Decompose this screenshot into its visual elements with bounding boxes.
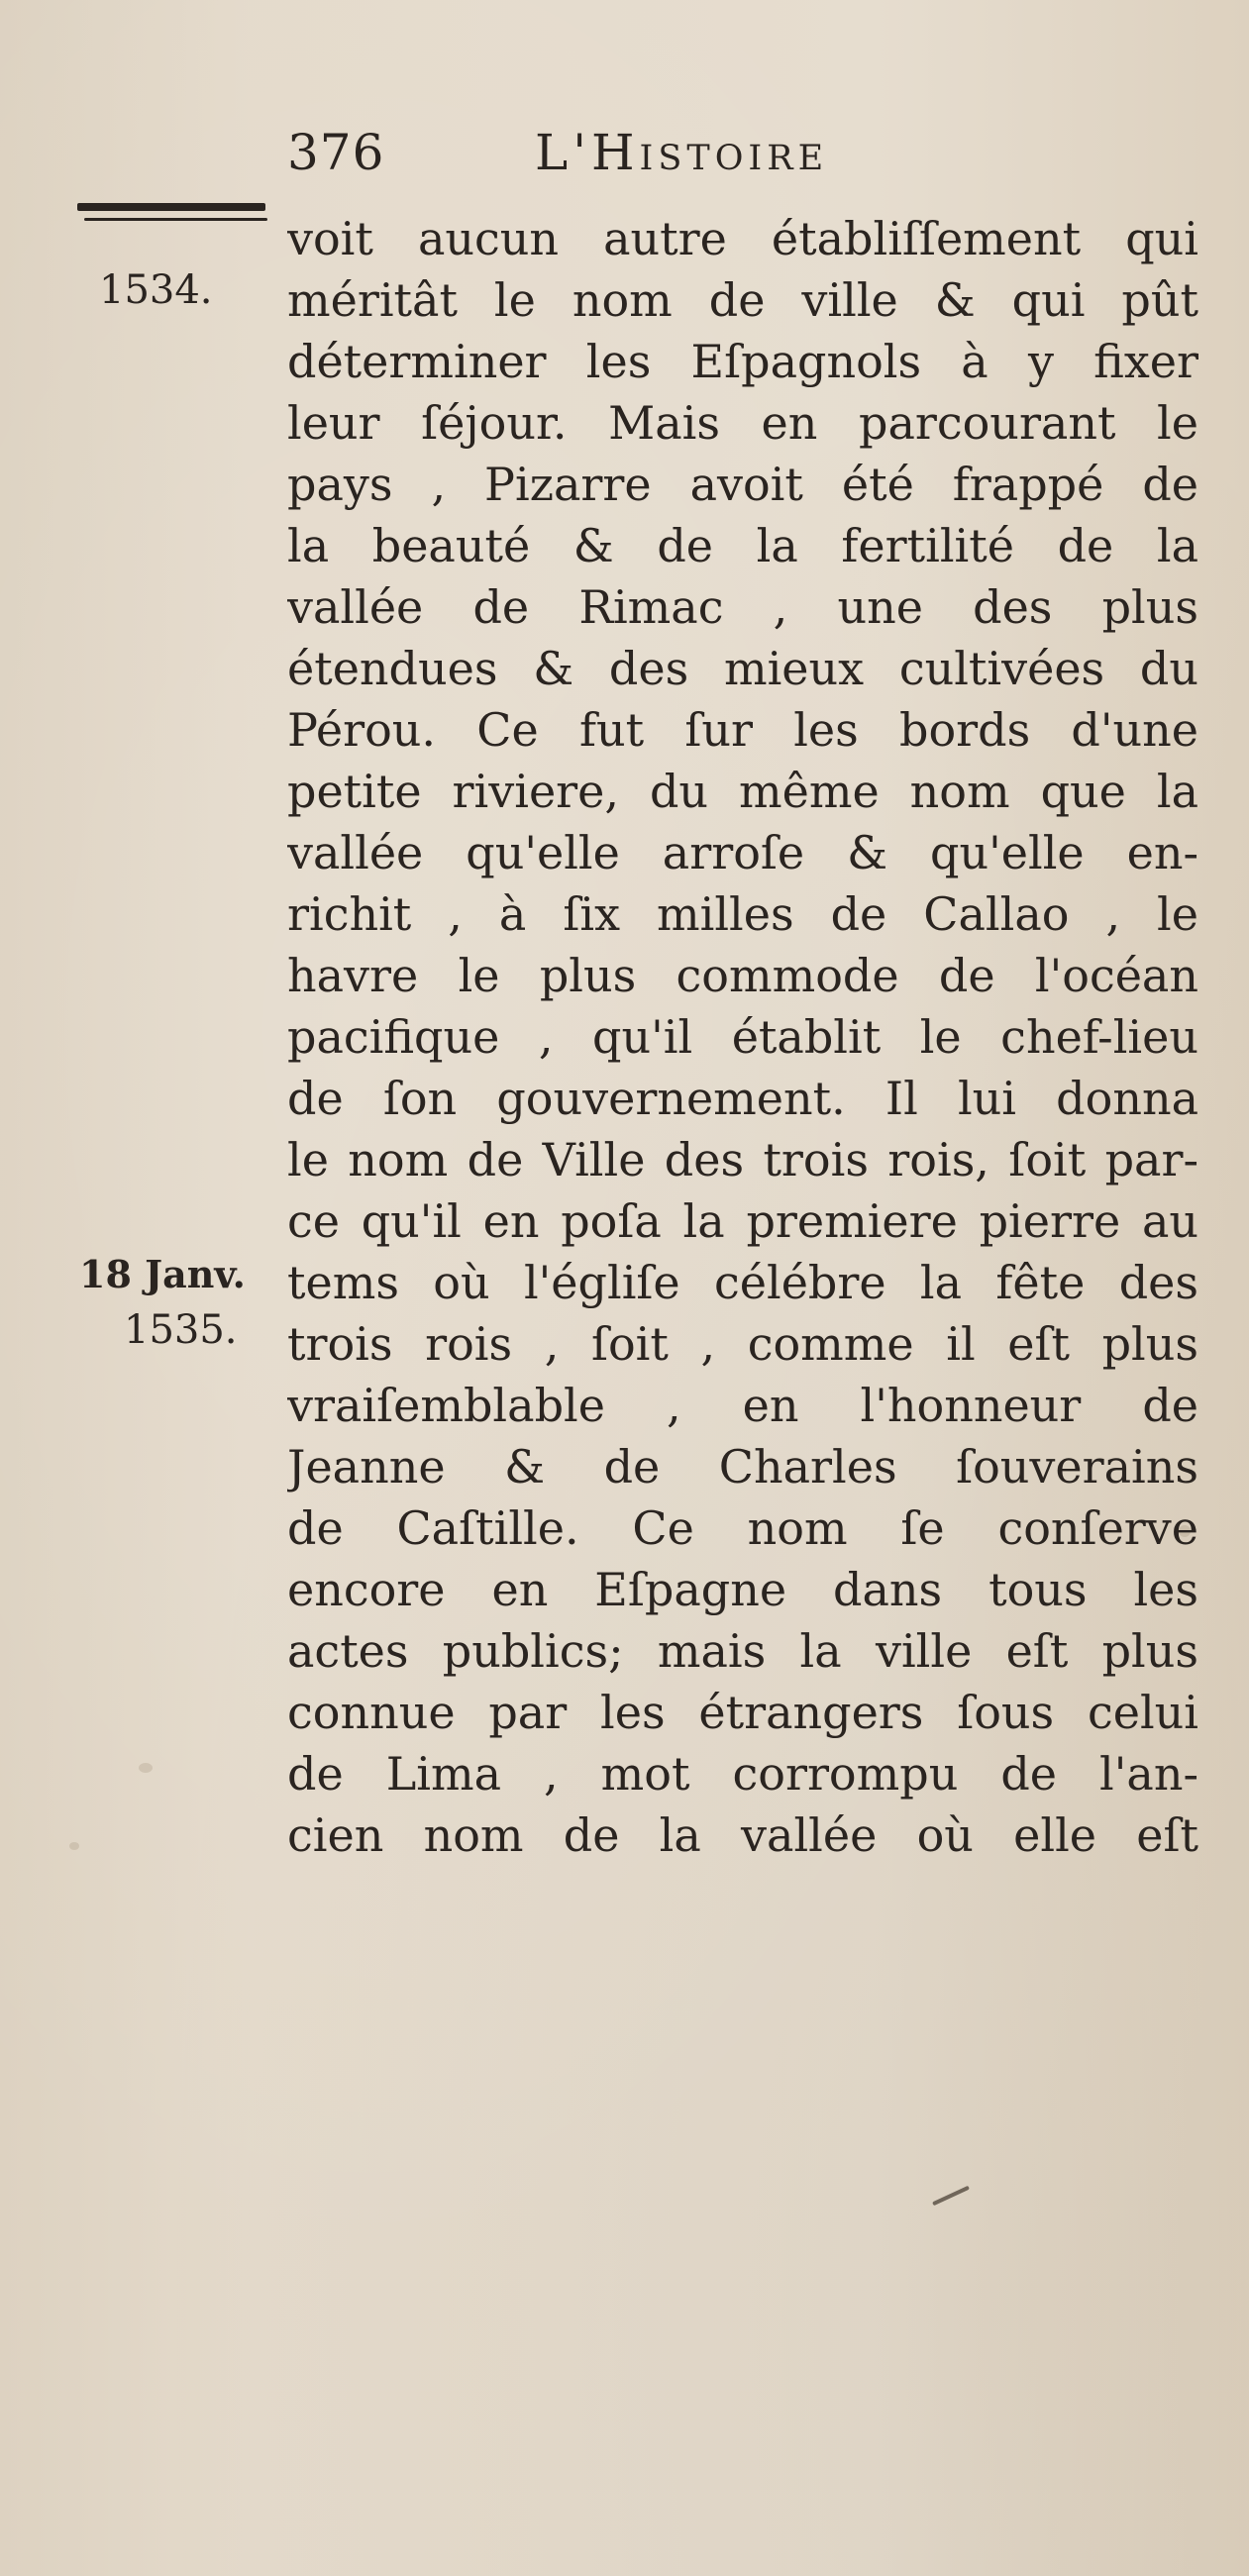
text-line: de Lima , mot corrompu de l'an- [287, 1747, 1198, 1801]
text-line: petite riviere, du même nom que la [287, 765, 1198, 818]
text-line: voit aucun autre établiſſement qui [287, 212, 1198, 265]
body-text [287, 208, 1198, 1866]
page-header [287, 124, 1040, 193]
text-line: richit , à ſix milles de Callao , le [287, 887, 1198, 941]
running-title: L'Histoire [535, 124, 829, 181]
text-line: méritât le nom de ville & qui pût [287, 273, 1198, 327]
text-line: actes publics; mais la ville eſt plus [287, 1624, 1198, 1678]
text-line: connue par les étrangers ſous celui [287, 1686, 1198, 1739]
text-line: pays , Pizarre avoit été frappé de [287, 458, 1198, 511]
text-line: de Caſtille. Ce nom ſe conſerve [287, 1501, 1198, 1555]
text-line: vallée de Rimac , une des plus [287, 580, 1198, 634]
text-line: ce qu'il en poſa la premiere pierre au [287, 1194, 1198, 1248]
header-rule-thin [84, 218, 267, 221]
text-line: havre le plus commode de l'océan [287, 949, 1198, 1002]
paper-stain [69, 1842, 79, 1850]
text-line: tems où l'égliſe célébre la fête des [287, 1256, 1198, 1309]
text-line: leur ſéjour. Mais en parcourant le [287, 396, 1198, 450]
text-line: vallée qu'elle arroſe & qu'elle en- [287, 826, 1198, 879]
text-line: vraiſemblable , en l'honneur de [287, 1379, 1198, 1432]
text-line: encore en Eſpagne dans tous les [287, 1563, 1198, 1616]
header-rule [77, 203, 265, 211]
text-line: Jeanne & de Charles ſouverains [287, 1440, 1198, 1494]
text-line: de ſon gouvernement. Il lui donna [287, 1072, 1198, 1125]
text-line: cien nom de la vallée où elle eſt [287, 1808, 1198, 1862]
text-line: trois rois , ſoit , comme il eſt plus [287, 1317, 1198, 1371]
text-line: le nom de Ville des trois rois, ſoit par- [287, 1133, 1198, 1186]
margin-note-year-1535: 1535. [124, 1307, 238, 1353]
text-line: déterminer les Eſpagnols à y fixer [287, 335, 1198, 388]
text-line: pacifique , qu'il établit le chef-lieu [287, 1010, 1198, 1064]
margin-note-year-1534: 1534. [99, 267, 213, 313]
text-line: étendues & des mieux cultivées du [287, 642, 1198, 695]
ink-mark [932, 2186, 970, 2207]
text-line: Pérou. Ce fut ſur les bords d'une [287, 703, 1198, 757]
page-number: 376 [287, 124, 385, 181]
text-line: la beauté & de la fertilité de la [287, 519, 1198, 572]
margin-note-date: 18 Janv. [79, 1252, 246, 1296]
paper-stain [139, 1763, 153, 1773]
